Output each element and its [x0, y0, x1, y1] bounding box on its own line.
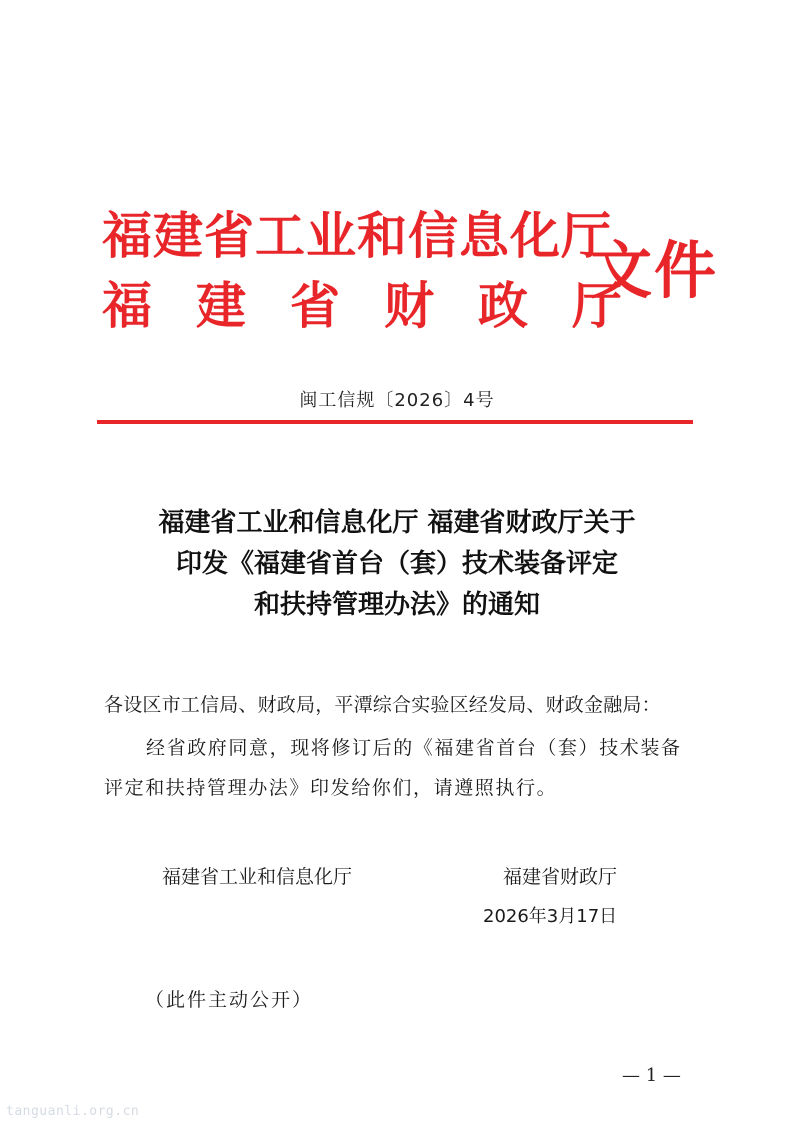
title-line-1: 福建省工业和信息化厅 福建省财政厅关于	[158, 508, 636, 538]
signature-date: 2026年3月17日	[483, 906, 618, 927]
masthead-issuer-2: 福建省财政厅	[102, 276, 666, 335]
salutation: 各设区市工信局、财政局，平潭综合实验区经发局、财政金融局：	[104, 694, 661, 716]
signature-issuer-left: 福建省工业和信息化厅	[162, 866, 353, 888]
masthead-document-label: 文件	[590, 234, 719, 307]
page-number: — 1 —	[622, 1065, 681, 1086]
title-line-3: 和扶持管理办法》的通知	[253, 590, 540, 620]
body-paragraph-line-1: 经省政府同意，现将修订后的《福建省首台（套）技术装备	[146, 737, 682, 759]
body-paragraph-line-2: 评定和扶持管理办法》印发给你们，请遵照执行。	[104, 777, 558, 799]
red-divider	[97, 420, 693, 424]
title-line-2: 印发《福建省首台（套）技术装备评定	[175, 549, 618, 579]
site-watermark: tanguanli.org.cn	[6, 1104, 140, 1119]
masthead-issuer-1: 福建省工业和信息化厅	[102, 206, 612, 265]
disclosure-note: （此件主动公开）	[145, 989, 314, 1011]
document-number: 闽工信规〔2026〕4号	[299, 390, 495, 411]
signature-issuer-right: 福建省财政厅	[503, 866, 618, 888]
